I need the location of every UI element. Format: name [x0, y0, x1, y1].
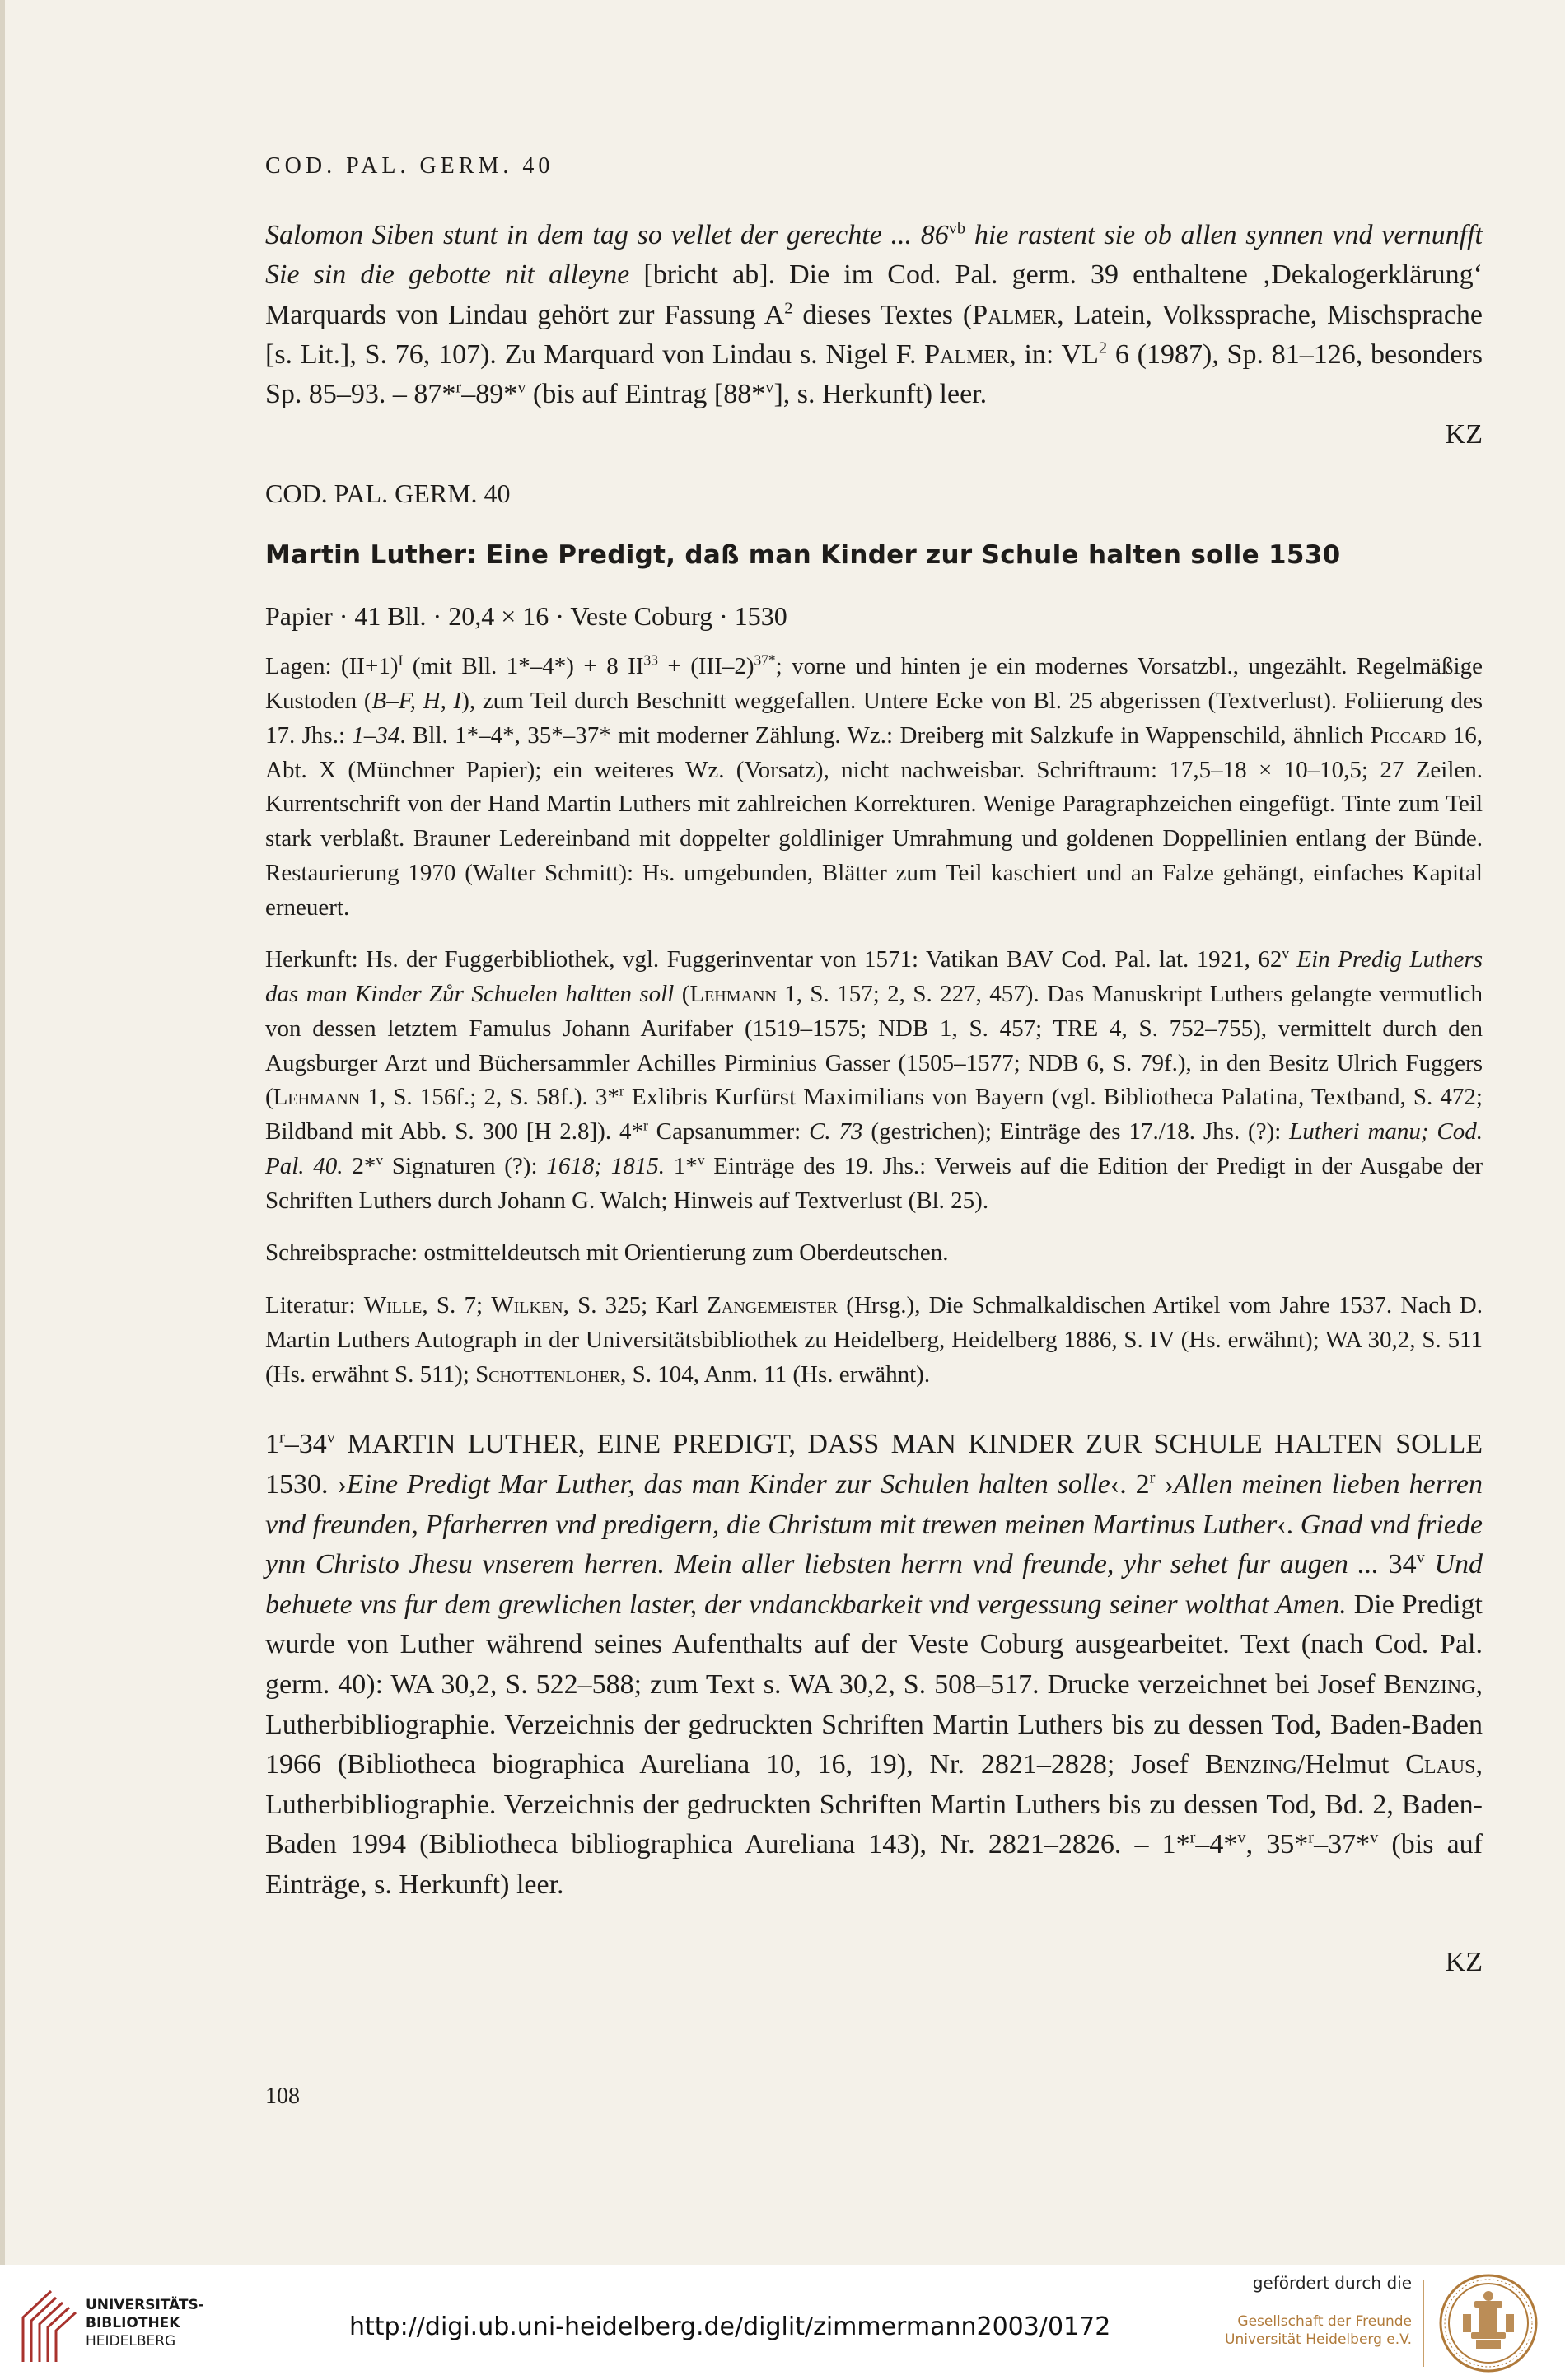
- permalink-url[interactable]: http://digi.ub.uni-heidelberg.de/diglit/zimmermann2003/0172: [349, 2312, 1111, 2341]
- university-seal-icon: [1438, 2273, 1539, 2373]
- funding-note: [1201, 2273, 1412, 2349]
- author-signature: KZ: [1445, 419, 1483, 450]
- entry-metadata: Papier · 41 Bll. · 20,4 × 16 · Veste Coburg · 1530: [265, 601, 787, 632]
- library-name: [86, 2296, 204, 2350]
- previous-entry-text: Salomon Siben stunt in dem tag so vellet der gerechte ... $86^{vb}$ hie rastent sie ob allen synnen vnd vernunfft Sie sin die gebotte nit alleyne [bricht ab]. Die im Cod. Pal. germ. 39 enthaltene ‚Dekalogerklärung‘ Marquards von Lindau gehört zur Fassung $A^2$ dieses Textes (Palmer, Latein, Volkssprache, Mischsprache [s. Lit.], S. 76, 107). Zu Marquard von Lindau s. Nigel F. Palmer, in: $VL^2$ 6 (1987), Sp. 81–126, besonders Sp. 85–93. – 87*$^r$–89*$^v$ (bis auf Eintrag [88*$^v$], s. Herkunft) leer.: [265, 219, 1483, 410]
- page-edge: [0, 0, 5, 2265]
- lagen-paragraph: Lagen: $(II+1)^I$ (mit Bll. 1*–4*) + 8 $II^{33} + (III-2)^{37*}$; vorne und hinten je ein modernes Vorsatzbl., ungezählt. Regelmäßige Kustoden (B–F, H, I), zum Teil durch Beschnitt weggefallen. Untere Ecke von Bl. 25 abgerissen (Textverlust). Foliierung des 17. Jhs.: 1–34. Bll. 1*–4*, 35*–37* mit moderner Zählung. Wz.: Dreiberg mit Salzkufe in Wappenschild, ähnlich Piccard 16, Abt. X (Münchner Papier); ein weiteres Wz. (Vorsatz), nicht nachweisbar. Schriftraum: 17,5–18 × 10–10,5; 27 Zeilen. Kurrentschrift von der Hand Martin Luthers mit zahlreichen Korrekturen. Wenige Paragraphzeichen eingefügt. Tinte zum Teil stark verblaßt. Brauner Ledereinband mit doppelter goldliniger Umrahmung und goldenen Doppellinien entlang der Bünde. Restaurierung 1970 (Walter Schmitt): Hs. umgebunden, Blätter zum Teil kaschiert und an Falze gehängt, einfaches Kapital erneuert.: [265, 651, 1483, 921]
- society-line2: Universität Heidelberg e.V.: [1225, 2331, 1412, 2348]
- library-name-line2: BIBLIOTHEK: [86, 2315, 180, 2331]
- author-signature-2: KZ: [1445, 1946, 1483, 1977]
- library-name-line1: UNIVERSITÄTS-: [86, 2297, 204, 2313]
- herkunft-paragraph: Herkunft: Hs. der Fuggerbibliothek, vgl. Fuggerinventar von 1571: Vatikan BAV Cod. Pal. lat. 1921, 62$^v$ Ein Predig Luthers das man Kinder Zůr Schuelen haltten soll (Lehmann 1, S. 157; 2, S. 227, 457). Das Manuskript Luthers gelangte vermutlich von dessen letztem Famulus Johann Aurifaber (1519–1575; NDB 1, S. 457; TRE 4, S. 752–755), vermittelt durch den Augsburger Arzt und Büchersammler Achilles Pirminius Gasser (1505–1577; NDB 6, S. 79f.), in den Besitz Ulrich Fuggers (Lehmann 1, S. 156f.; 2, S. 58f.). 3*$^r$ Exlibris Kurfürst Maximilians von Bayern (vgl. Bibliotheca Palatina, Textband, S. 472; Bildband mit Abb. S. 300 [H 2.8]). 4*$^r$ Capsanummer: C. 73 (gestrichen); Einträge des 17./18. Jhs. (?): Lutheri manu; Cod. Pal. 40. 2*$^v$ Signaturen (?): 1618; 1815. 1*$^v$ Einträge des 19. Jhs.: Verweis auf die Edition der Predigt in der Ausgabe der Schriften Luthers durch Johann G. Walch; Hinweis auf Textverlust (Bl. 25).: [265, 945, 1483, 1214]
- ub-logo-icon: [18, 2284, 77, 2364]
- library-name-line3: HEIDELBERG: [86, 2333, 176, 2350]
- page-content: [265, 216, 1483, 1978]
- footer-divider: [1423, 2280, 1424, 2367]
- funded-by-text: gefördert durch die: [1252, 2273, 1412, 2293]
- society-line1: Gesellschaft der Freunde: [1237, 2313, 1412, 2330]
- literatur-paragraph: Literatur: Wille, S. 7; Wilken, S. 325; Karl Zangemeister (Hrsg.), Die Schmalkaldischen Artikel vom Jahre 1537. Nach D. Martin Luthers Autograph in der Universitätsbibliothek zu Heidelberg, Heidelberg 1886, S. IV (Hs. erwähnt); WA 30,2, S. 511 (Hs. erwähnt S. 511); Schottenloher, S. 104, Anm. 11 (Hs. erwähnt).: [265, 1292, 1483, 1388]
- content-paragraph: 1$^r$–34$^v$ MARTIN LUTHER, EINE PREDIGT, DASS MAN KINDER ZUR SCHULE HALTEN SOLLE 1530. ›Eine Predigt Mar Luther, das man Kinder zur Schulen halten solle‹. 2$^r$ ›Allen meinen lieben herren vnd freunden, Pfarherren vnd predigern, die Christum mit trewen meinen Martinus Luther‹. Gnad vnd friede ynn Christo Jhesu vnserem herren. Mein aller liebsten herrn vnd freunde, yhr sehet fur augen ... 34$^v$ Und behuete vns fur dem grewlichen laster, der vndanckbarkeit vnd vergessung seiner wolthat Amen. Die Predigt wurde von Luther während seines Aufenthalts auf der Veste Coburg ausgearbeitet. Text (nach Cod. Pal. germ. 40): WA 30,2, S. 522–588; zum Text s. WA 30,2, S. 508–517. Drucke verzeichnet bei Josef Benzing, Lutherbibliographie. Verzeichnis der gedruckten Schriften Martin Luthers bis zu dessen Tod, Baden-Baden 1966 (Bibliotheca biographica Aureliana 10, 16, 19), Nr. 2821–2828; Josef Benzing/Helmut Claus, Lutherbibliographie. Verzeichnis der gedruckten Schriften Martin Luthers bis zu dessen Tod, Bd. 2, Baden-Baden 1994 (Bibliotheca bibliographica Aureliana 143), Nr. 2821–2826. – 1*$^r$–4*$^v$, 35*$^r$–37*$^v$ (bis auf Einträge, s. Herkunft) leer.: [265, 1429, 1483, 1901]
- entry-title: Martin Luther: Eine Predigt, daß man Kinder zur Schule halten solle 1530: [265, 540, 1341, 571]
- footer-bar: [0, 2265, 1565, 2380]
- page-number: 108: [265, 2084, 300, 2109]
- shelfmark-heading: COD. PAL. GERM. 40: [265, 478, 511, 509]
- running-head: COD. PAL. GERM. 40: [265, 153, 554, 179]
- society-name: [1201, 2312, 1412, 2349]
- schreibsprache-paragraph: Schreibsprache: ostmitteldeutsch mit Orientierung zum Oberdeutschen.: [265, 1239, 949, 1267]
